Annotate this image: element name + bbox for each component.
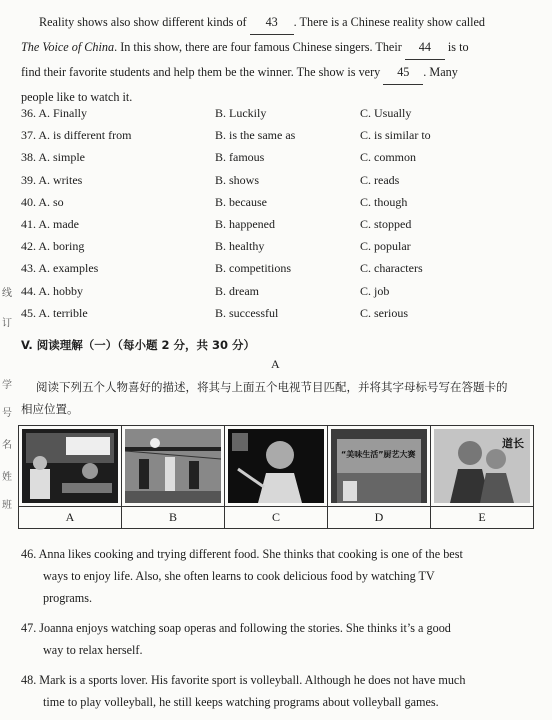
program-label-c: C (225, 507, 328, 529)
option-row-5 (21, 217, 79, 232)
instruction-line-2: 相应位置。 (21, 402, 79, 416)
question-number: 43. (21, 261, 36, 275)
margin-mark: 名 (2, 440, 12, 451)
passage-text: . In this show, there are four famous Chinese singers. Their (114, 40, 402, 54)
option-a: A. Finally (38, 106, 88, 120)
option-c: C. characters (360, 261, 423, 275)
option-a: A. writes (38, 173, 83, 187)
margin-mark: 班 (2, 500, 12, 511)
option-c: C. Usually (360, 106, 412, 120)
program-d-cell (328, 426, 431, 507)
kungfu-portrait-image (228, 429, 324, 503)
cooking-contest-image (331, 429, 427, 503)
option-a: A. hobby (38, 284, 84, 298)
question-number: 36. (21, 106, 36, 120)
option-row-1 (21, 128, 131, 143)
margin-mark: 学 (2, 380, 12, 391)
option-b: B. is the same as (215, 128, 296, 142)
label-row (19, 507, 534, 529)
option-b: B. Luckily (215, 106, 267, 120)
answer-blank-44: 44 (405, 35, 445, 60)
margin-mark: 线 (2, 288, 12, 299)
passage-text: . Many (423, 65, 458, 79)
question-number: 37. (21, 128, 36, 142)
margin-mark: 订 (2, 318, 12, 329)
show-title: The Voice of China (21, 40, 115, 54)
passage-line-4: people like to watch it. (21, 90, 133, 104)
program-label-e: E (431, 507, 534, 529)
question-number: 40. (21, 195, 36, 209)
option-a: A. made (38, 217, 79, 231)
program-label-a: A (19, 507, 122, 529)
passage-text: find their favorite students and help them be the winner. The show is very (21, 65, 381, 79)
option-a: A. boring (38, 239, 85, 253)
volleyball-match-image (125, 429, 221, 503)
option-row-8 (21, 284, 83, 299)
question-text: 46. Anna likes cooking and trying different food. She thinks that cooking is one of the best (21, 547, 463, 561)
option-a: A. is different from (38, 128, 132, 142)
question-47 (21, 617, 531, 661)
question-number: 41. (21, 217, 36, 231)
option-row-2 (21, 150, 85, 165)
question-text: way to relax herself. (43, 643, 143, 657)
question-number: 44. (21, 284, 36, 298)
question-48 (21, 669, 531, 713)
passage-line-2 (21, 35, 526, 60)
program-b-cell (122, 426, 225, 507)
news-broadcast-image (22, 429, 118, 503)
program-e-cell (431, 426, 534, 507)
option-b: B. successful (215, 306, 279, 320)
question-number: 45. (21, 306, 36, 320)
option-b: B. famous (215, 150, 265, 164)
option-b: B. competitions (215, 261, 291, 275)
margin-mark: 姓 (2, 472, 12, 483)
program-c-cell (225, 426, 328, 507)
option-row-4 (21, 195, 64, 210)
question-number: 42. (21, 239, 36, 253)
passage (21, 10, 526, 109)
option-c: C. is similar to (360, 128, 431, 142)
option-a: A. examples (38, 261, 99, 275)
option-b: B. because (215, 195, 267, 209)
option-a: A. simple (38, 150, 86, 164)
part-label: A (271, 357, 280, 371)
drama-title-text: 道长 (502, 437, 524, 450)
passage-text: . There is a Chinese reality show called (293, 15, 485, 29)
passage-line-3 (21, 60, 526, 85)
margin-mark: 号 (2, 408, 12, 419)
program-label-b: B (122, 507, 225, 529)
question-number: 38. (21, 150, 36, 164)
program-a-cell (19, 426, 122, 507)
option-row-7 (21, 261, 98, 276)
question-text: 47. Joanna enjoys watching soap operas and following the stories. She thinks it’s a good (21, 621, 451, 635)
question-text: ways to enjoy life. Also, she often learns to cook delicious food by watching TV (43, 569, 435, 583)
option-b: B. shows (215, 173, 260, 187)
option-b: B. dream (215, 284, 259, 298)
option-a: A. so (38, 195, 64, 209)
option-a: A. terrible (38, 306, 88, 320)
option-row-9 (21, 306, 88, 321)
option-c: C. job (360, 284, 390, 298)
program-label-d: D (328, 507, 431, 529)
question-number: 39. (21, 173, 36, 187)
cooking-banner-text: “美味生活”厨艺大赛 (341, 450, 416, 459)
option-b: B. healthy (215, 239, 265, 253)
period-drama-image (434, 429, 530, 503)
option-c: C. though (360, 195, 408, 209)
option-c: C. serious (360, 306, 408, 320)
option-row-0 (21, 106, 87, 121)
passage-line-1 (21, 10, 526, 35)
option-b: B. happened (215, 217, 275, 231)
tv-programs-table (18, 425, 534, 529)
picture-row (19, 426, 534, 507)
question-text: programs. (43, 591, 93, 605)
option-c: C. stopped (360, 217, 412, 231)
option-row-6 (21, 239, 84, 254)
answer-blank-45: 45 (383, 60, 423, 85)
option-c: C. reads (360, 173, 400, 187)
answer-blank-43: 43 (250, 10, 294, 35)
question-text: 48. Mark is a sports lover. His favorite sport is volleyball. Although he does not have much (21, 673, 466, 687)
option-row-3 (21, 173, 82, 188)
question-46 (21, 543, 531, 609)
passage-text: Reality shows also show different kinds of (39, 15, 247, 29)
section-heading: V. 阅读理解（一）（每小题 2 分，共 30 分） (21, 338, 256, 352)
instruction-line-1: 阅读下列五个人物喜好的描述，将其与上面五个电视节目匹配，并将其字母标号写在答题卡的 (36, 380, 508, 394)
option-c: C. popular (360, 239, 411, 253)
passage-text: is to (447, 40, 469, 54)
option-c: C. common (360, 150, 416, 164)
question-text: time to play volleyball, he still keeps watching programs about volleyball games. (43, 695, 439, 709)
